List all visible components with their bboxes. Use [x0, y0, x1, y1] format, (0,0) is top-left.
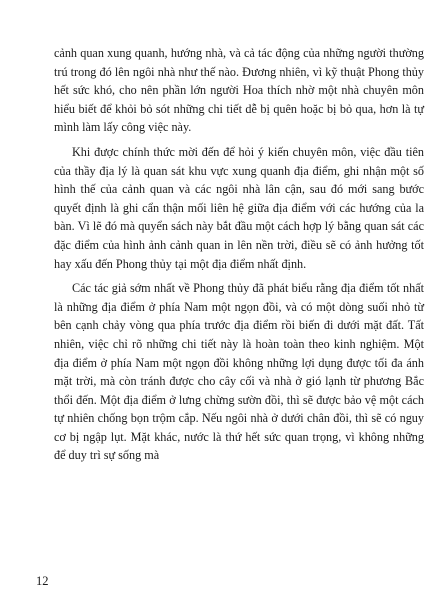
paragraph-consultation: Khi được chính thức mời đến để hỏi ý kiến chuyên môn, việc đầu tiên của thầy địa lý là quan sát khu vực xung quanh địa điểm, ghi nhận một số hình thế của cảnh quan và các ngôi nhà lân cận, sau đó mới sang bước quyết định là ghi cẩn thận mối liên hệ giữa địa điểm với các hướng của la bàn. Vì lẽ đó mà quyển sách này bắt đầu một cách hợp lý bằng quan sát các đặc điểm của hình ảnh cảnh quan in lên nền trời, điều sẽ có ảnh hưởng tốt hay xấu đến Phong thủy tại một địa điểm nhất định.	[54, 144, 424, 271]
body-text	[54, 44, 424, 471]
paragraph-site-selection: Các tác giả sớm nhất về Phong thủy đã phát biểu rằng địa điểm tốt nhất là những địa điểm ở phía Nam một ngọn đồi, và có một dòng suối nhỏ từ bên cạnh chảy vòng qua phía trước địa điểm rồi biến đi dưới mặt đất. Tất nhiên, việc chỉ rõ những chi tiết này là hoàn toàn theo kinh nghiệm. Một địa điểm ở phía Nam một ngọn đồi không những lợi dụng được tối đa ánh mặt trời, mà còn tránh được cho cây cối và nhà ở gió lạnh từ phương Bắc thổi đến. Một địa điểm ở lưng chừng sườn đồi, thì sẽ được bảo vệ một cách tự nhiên chống bọn trộm cắp. Nếu ngôi nhà ở dưới chân đồi, thì sẽ có nguy cơ bị ngập lụt. Mặt khác, nước là thứ hết sức quan trọng, vì không những để duy trì sự sống mà	[54, 281, 424, 463]
page-number: 12	[36, 574, 49, 588]
paragraph-continuation: cảnh quan xung quanh, hướng nhà, và cả tác động của những người thường trú trong đó lên ngôi nhà như thế nào. Đương nhiên, vì kỹ thuật Phong thủy hết sức khó, cho nên phần lớn người Hoa thích nhờ một nhà chuyên môn hiểu biết để khỏi bỏ sót những chi tiết dễ bị quên hoặc bị bỏ qua, hơn là tự mình làm lấy công việc này.	[54, 46, 424, 135]
